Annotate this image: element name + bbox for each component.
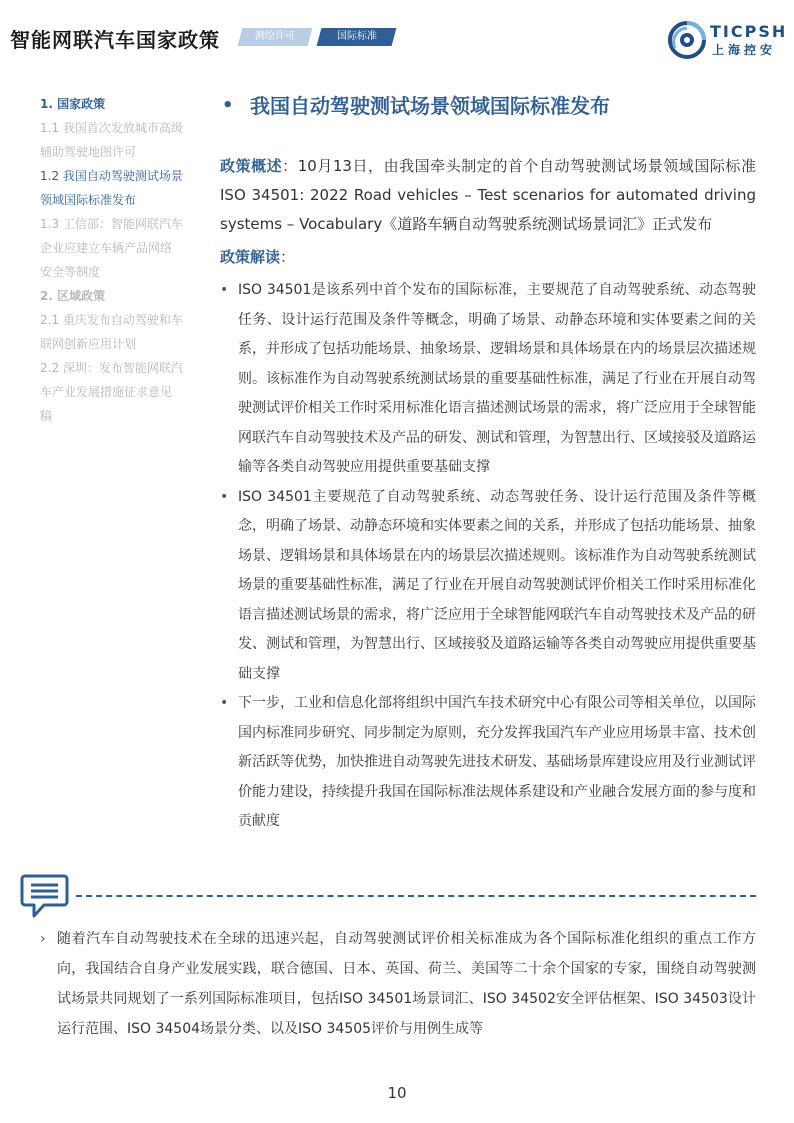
interpretation-list — [220, 276, 756, 837]
page-number: 10 — [387, 1084, 407, 1102]
tag-survey-license: 测绘许可 — [238, 28, 313, 46]
toc-item[interactable]: 1.3 工信部：智能网联汽车 — [40, 217, 183, 231]
list-item — [220, 276, 756, 483]
toc-item[interactable]: 1.2 我国自动驾驶测试场景 — [40, 169, 183, 183]
chevron-right-icon: › — [40, 931, 46, 947]
section-title-text: 我国自动驾驶测试场景领域国际标准发布 — [250, 94, 610, 118]
note-text: 随着汽车自动驾驶技术在全球的迅速兴起，自动驾驶测试评价相关标准成为各个国际标准化组织的重点工作方向，我国结合自身产业发展实践，联合德国、日本、英国、荷兰、美国等二十余个国家的专家，围绕自动驾驶测试场景共同规划了一系列国际标准项目，包括ISO 34501场景词汇、ISO 34502安全评估框架、ISO 34503设计运行范围、ISO 34504场景分类、以及ISO 34505评价与用例生成等 — [57, 931, 756, 1037]
toc-item[interactable]: 稿 — [40, 409, 53, 423]
interpretation-separator: ： — [280, 248, 296, 266]
page-header — [0, 0, 794, 80]
toc-item[interactable]: 联网创新应用计划 — [40, 337, 137, 351]
dashed-divider — [76, 895, 756, 897]
document-title: 智能网联汽车国家政策 — [10, 28, 220, 52]
toc-item[interactable]: 领域国际标准发布 — [40, 193, 137, 207]
note-paragraph — [40, 924, 756, 1044]
overview-text: 10月13日，由我国牵头制定的首个自动驾驶测试场景领域国际标准ISO 34501: 2022 Road vehicles – Test scenarios for automated driving systems – Vocabulary《道路车辆自动驾驶系统测试场景词汇》正式发布 — [220, 157, 756, 233]
toc-item[interactable]: 企业应建立车辆产品网络 — [40, 241, 173, 255]
toc-item[interactable]: 车产业发展措施征求意见 — [40, 385, 173, 399]
section-title — [220, 90, 756, 122]
comment-icon — [20, 872, 70, 920]
tag-international-standard: 国际标准 — [317, 28, 397, 46]
toc-item[interactable]: 2. 区域政策 — [40, 289, 106, 303]
table-of-contents — [40, 92, 200, 428]
list-item-text: ISO 34501是该系列中首个发布的国际标准，主要规范了自动驾驶系统、动态驾驶任务、设计运行范围及条件等概念，明确了场景、动静态环境和实体要素之间的关系，并形成了包括功能场景、抽象场景、逻辑场景和具体场景在内的场景层次描述规则。该标准作为自动驾驶系统测试场景的重要基础性标准，满足了行业在开展自动驾驶测试评价相关工作时采用标准化语言描述测试场景的需求，将广泛应用于全球智能网联汽车自动驾驶技术及产品的研发、测试和管理，为智慧出行、区域接驳及道路运输等各类自动驾驶应用提供重要基础支撑 — [238, 282, 756, 475]
toc-item[interactable]: 2.1 重庆发布自动驾驶和车 — [40, 313, 183, 327]
toc-item[interactable]: 辅助驾驶地图许可 — [40, 145, 137, 159]
interpretation-label: 政策解读 — [220, 248, 281, 266]
list-item-text: 下一步，工业和信息化部将组织中国汽车技术研究中心有限公司等相关单位，以国际国内标准同步研究、同步制定为原则，充分发挥我国汽车产业应用场景丰富、技术创新活跃等优势，加快推进自动驾驶先进技术研发、基础场景库建设应用及行业测试评价能力建设，持续提升我国在国际标准法规体系建设和产业融合发展方面的参与度和贡献度 — [238, 695, 756, 829]
list-item — [220, 483, 756, 690]
toc-item[interactable]: 1.1 我国首次发放城市高级 — [40, 121, 183, 135]
policy-interpretation-heading — [220, 243, 756, 272]
main-content — [220, 90, 756, 837]
logo-swirl-icon — [667, 20, 707, 60]
list-bullet: • — [220, 488, 229, 505]
company-logo — [667, 20, 787, 62]
policy-overview — [220, 152, 756, 239]
toc-item[interactable]: 2.2 深圳：发布智能网联汽 — [40, 361, 183, 375]
logo-text-chinese: 上海控安 — [712, 43, 777, 57]
list-bullet: • — [220, 282, 229, 298]
overview-separator: ： — [282, 157, 298, 175]
toc-item[interactable]: 安全等制度 — [40, 265, 101, 279]
overview-label: 政策概述 — [220, 157, 283, 175]
toc-item[interactable]: 1. 国家政策 — [40, 97, 106, 111]
list-item — [220, 689, 756, 837]
list-bullet: • — [220, 695, 229, 711]
title-bullet: • — [222, 95, 234, 116]
list-item-text: ISO 34501主要规范了自动驾驶系统、动态驾驶任务、设计运行范围及条件等概念，明确了场景、动静态环境和实体要素之间的关系，并形成了包括功能场景、抽象场景、逻辑场景和具体场景在内的场景层次描述规则。该标准作为自动驾驶系统测试场景的重要基础性标准，满足了行业在开展自动驾驶测试评价相关工作时采用标准化语言描述测试场景的需求，将广泛应用于全球智能网联汽车自动驾驶技术及产品的研发、测试和管理，为智慧出行、区域接驳及道路运输等各类自动驾驶应用提供重要基础支撑 — [238, 488, 756, 682]
logo-text-latin: TICPSH — [710, 22, 788, 41]
